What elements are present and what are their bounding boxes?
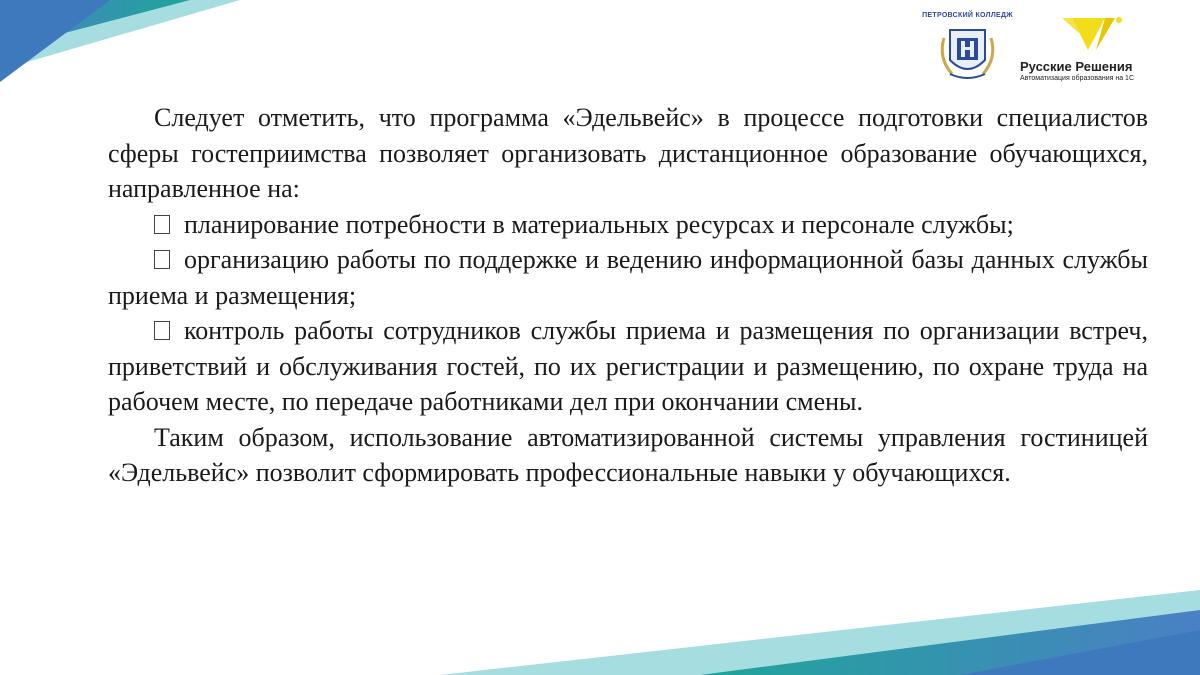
checkbox-bullet-icon (154, 250, 170, 269)
bullet-text: контроль работы сотрудников службы приема и размещения по организации встреч, приветствий и обслуживания гостей, по их регистрации и размещению, по охране труда на рабочем месте, по передаче работниками дел при окончании смены. (108, 316, 1148, 416)
main-text (108, 100, 1148, 491)
header-logos (920, 8, 1180, 88)
college-name: ПЕТРОВСКИЙ КОЛЛЕДЖ (922, 12, 1013, 19)
partner-tagline: Автоматизация образования на 1С (1020, 75, 1135, 82)
bullet-text: организацию работы по поддержке и ведению информационной базы данных службы приема и размещения; (108, 245, 1148, 310)
checkbox-bullet-icon (154, 215, 170, 234)
bullet-item (108, 242, 1148, 313)
shield-emblem-icon (920, 8, 1015, 88)
bullet-text: планирование потребности в материальных ресурсах и персонале службы; (184, 209, 1014, 239)
bullet-item (108, 207, 1148, 243)
conclusion-paragraph: Таким образом, использование автоматизированной системы управления гостиницей «Эдельвейс» позволит сформировать профессиональные навыки у обучающихся. (108, 422, 1148, 487)
intro-paragraph: Следует отметить, что программа «Эдельвейс» в процессе подготовки специалистов сферы гостеприимства позволяет организовать дистанционное образование обучающихся, направленное на: (108, 103, 1148, 203)
checkbox-bullet-icon (154, 321, 170, 340)
partner-name: Русские Решения (1020, 59, 1133, 74)
bullet-item (108, 313, 1148, 420)
